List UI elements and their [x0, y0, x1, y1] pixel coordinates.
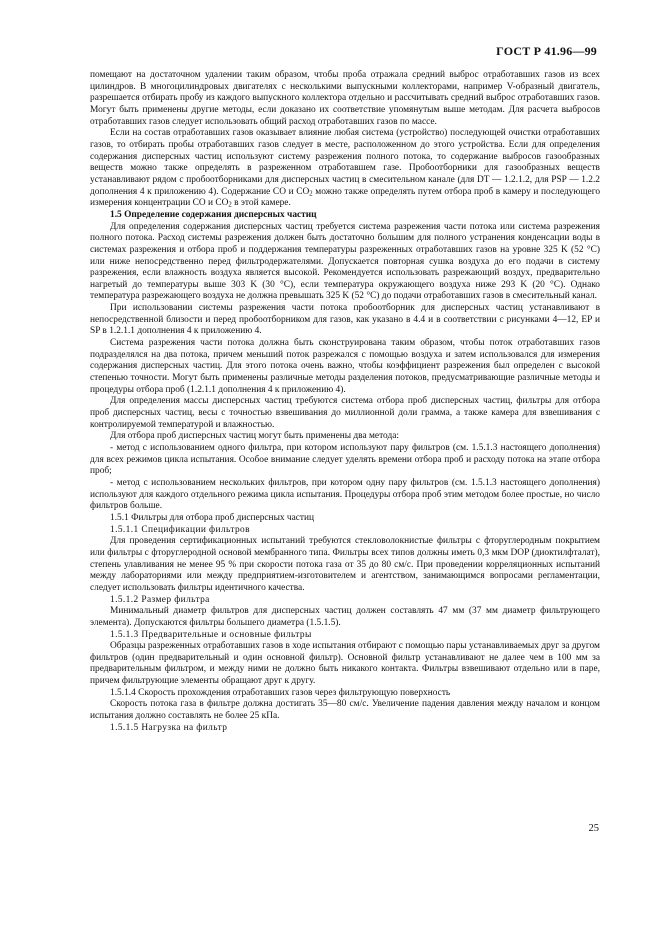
paragraph-dilution-system: Для определения содержания дисперсных частиц требуется система разрежения части потока или система разрежения полного потока. Расход системы разрежения должен быть достаточно большим для полного устранения конденсации воды в системах разрежения и отбора проб и поддержания температуры разреженных отработавших газов на уровне 325 K (52 °C) или ниже непосредственно перед фильтродержателями. Допускается повторная сушка воздуха до его подачи в систему разрежения, если влажность воздуха является высокой. Рекомендуется использовать разрежающий воздух, предварительно нагретый до температуры выше 303 K (30 °C), если температура окружающего воздуха ниже 293 K (20 °C). Однако температура разрежающего воздуха не должна превышать 325 K (52 °C) до подачи отработавших газов в смесительный канал. [90, 221, 600, 302]
paragraph-face-velocity: Скорость потока газа в фильтре должна достигать 35—80 см/с. Увеличение падения давления между началом и концом испытания должно составлять не более 25 кПа. [90, 699, 600, 722]
section-heading-1-5: 1.5 Определение содержания дисперсных частиц [110, 209, 317, 220]
paragraph-primary-backup-filters: Образцы разреженных отработавших газов в ходе испытания отбирают с помощью пары устанавливаемых друг за другом фильтров (один предварительный и один основной фильтр). Основной фильтр устанавливают не далее чем в 100 мм за предварительным фильтром, и между ними не должно быть никакого контакта. Фильтры взвешивают отдельно или в паре, причем фильтрующие элементы обращают друг к другу. [90, 641, 600, 687]
paragraph-mass-determination: Для определения массы дисперсных частиц требуются система отбора проб дисперсных частиц, фильтры для отбора проб дисперсных частиц, весы с точностью взвешивания до миллионной доли грамма, а также камера для взвешивания с контролируемой температурой и влажностью. [90, 396, 600, 430]
paragraph-two-methods: Для отбора проб дисперсных частиц могут быть применены два метода: [110, 431, 400, 442]
paragraph-continuation: помещают на достаточном удалении таким образом, чтобы проба отражала средний выброс отработавших газов из всех цилиндров. В многоцилиндровых двигателях с несколькими выпускными коллекторами, например V-образный двигатель, разрешается отбирать пробу из каждого выпускного коллектора отдельно и рассчитывать средний выброс отработавших газов. Могут быть применены другие методы, если доказано их соответствие упомянутым выше методам. Для расчета выбросов отработавших газов следует использовать общий расход отработавших газов по массе. [90, 70, 600, 127]
paragraph-partial-flow-design: Система разрежения части потока должна быть сконструирована таким образом, чтобы поток отработавших газов подразделялся на два потока, причем меньший поток разрежался с помощью воздуха и затем использовался для измерения содержания дисперсных частиц. Для этого потока очень важно, чтобы коэффициент разрежения был определен с высокой степенью точности. Могут быть применены различные методы разделения потоков, предусматривающие различные методы и процедуры отбора проб (1.2.1.1 дополнения 4 к приложению 4). [90, 338, 600, 395]
subsection-heading-1-5-1-2: 1.5.1.2 Размер фильтра [110, 594, 210, 605]
list-item-multiple-filter: - метод с использованием нескольких фильтров, при котором одну пару фильтров (см. 1.5.1.3 настоящего дополнения) используют для каждого отдельного режима цикла испытания. Процедуры отбора проб этим методом более простые, но число фильтров больше. [90, 477, 600, 512]
subsection-heading-1-5-1-5: 1.5.1.5 Нагрузка на фильтр [110, 722, 228, 733]
document-code: ГОСТ Р 41.96—99 [496, 44, 597, 58]
paragraph-filter-specs: Для проведения сертификационных испытаний требуются стекловолокнистые фильтры с фторуглеродным покрытием или фильтры с фторуглеродной основой мембранного типа. Фильтры всех типов должны иметь 0,3 мкм DOP (диоктилфталат), степень улавливания не менее 95 % при скорости потока газа от 35 до 80 см/с. При проведении корреляционных испытаний между лабораториями или между предприятием-изготовителем и агентством, занимающимся вопросами регламентации, следует использовать фильтры идентичного качества. [90, 536, 600, 593]
subsection-heading-1-5-1: 1.5.1 Фильтры для отбора проб дисперсных частиц [110, 512, 315, 523]
paragraph-filter-size: Минимальный диаметр фильтров для дисперсных частиц должен составлять 47 мм (37 мм диаметр фильтрующего элемента). Допускаются фильтры большего диаметра (1.5.1.5). [90, 606, 600, 628]
paragraph-partial-flow-probe: При использовании системы разрежения части потока пробоотборник для дисперсных частиц устанавливают в непосредственной близости и перед пробоотборником для газов, как указано в 4.4 и в соответствии с рисунками 4—12, EP и SP в 1.2.1.1 дополнения 4 к приложению 4. [90, 303, 600, 337]
subsection-heading-1-5-1-3: 1.5.1.3 Предварительные и основные фильтры [110, 629, 312, 640]
page-body [90, 70, 600, 734]
paragraph-aftertreatment: Если на состав отработавших газов оказывает влияние любая система (устройство) последующей очистки отработавших газов, то отбирать пробы отработавших газов следует в месте, расположенном до этого устройства. Если для определения содержания дисперсных частиц используют систему разрежения полного потока, то содержание выбросов газообразных веществ можно также определять в разреженном отработавшем газе. Пробоотборники для газообразных веществ устанавливают рядом с пробоотборниками для дисперсных частиц в смесительном канале (для DT — 1.2.1.2, для PSP — 1.2.2 дополнения 4 к приложению 4). Содержание CO и $CO_2$ можно также определять путем отбора проб в камеру и последующего измерения концентрации CO и $CO_2$ в этой камере. [90, 128, 601, 209]
page-number: 25 [588, 823, 599, 834]
subsection-heading-1-5-1-4: 1.5.1.4 Скорость прохождения отработавших газов через фильтрующую поверхность [110, 687, 451, 698]
list-item-single-filter: - метод с использованием одного фильтра, при котором используют пару фильтров (см. 1.5.1.3 настоящего дополнения) для всех режимов цикла испытания. Особое внимание следует уделять времени отбора проб и расходу потока на этапе отбора проб; [90, 443, 600, 477]
subsection-heading-1-5-1-1: 1.5.1.1 Спецификации фильтров [110, 524, 250, 535]
